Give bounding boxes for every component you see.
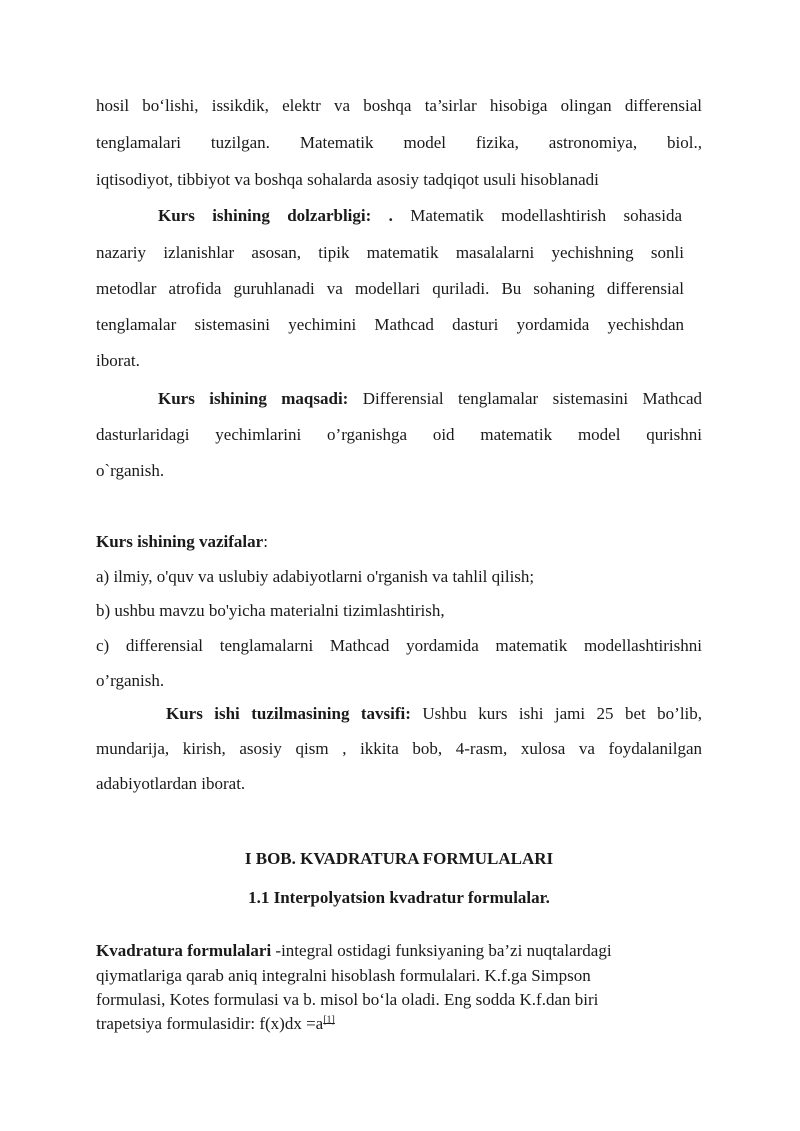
dolzarbligi-line-3: metodlar atrofida guruhlanadi va modellari quriladi. Bu sohaning differensial	[96, 279, 684, 298]
tavsifi-first-line	[166, 704, 702, 724]
dolzarbligi-line-1: Matematik modellashtirish sohasida	[410, 206, 683, 225]
vazifalar-colon: :	[263, 532, 268, 551]
kvadratura-line-1	[96, 941, 702, 961]
kvadratura-text-1: -integral ostidagi funksiyaning ba’zi nuqtalardagi	[275, 941, 612, 960]
dolzarbligi-first-line	[158, 206, 682, 226]
vazifalar-heading: Kurs ishining vazifalar	[96, 532, 264, 551]
kvadratura-text-4: trapetsiya formulasidir: f(x)dx =a	[96, 1014, 324, 1033]
section-title: 1.1 Interpolyatsion kvadratur formulalar.	[248, 888, 550, 907]
vazifalar-item-b: b) ushbu mavzu bo'yicha materialni tizimlashtirish,	[96, 601, 445, 620]
kvadratura-term: Kvadratura formulalari	[96, 941, 272, 960]
dolzarbligi-line-5: iborat.	[96, 351, 140, 370]
dolzarbligi-line-4: tenglamalar sistemasini yechimini Mathcad dasturi yordamida yechishdan	[96, 315, 684, 334]
kvadratura-line-2: qiymatlariga qarab aniq integralni hisoblash formulalari. K.f.ga Simpson	[96, 966, 591, 985]
maqsadi-line-2: dasturlaridagi yechimlarini o’rganishga oid matematik model qurishni	[96, 425, 702, 444]
vazifalar-item-a: a) ilmiy, o'quv va uslubiy adabiyotlarni o'rganish va tahlil qilish;	[96, 567, 535, 586]
vazifalar-item-c-line-2: o’rganish.	[96, 671, 165, 690]
maqsadi-heading: Kurs ishining maqsadi:	[158, 389, 349, 408]
tavsifi-heading: Kurs ishi tuzilmasining tavsifi:	[166, 704, 411, 723]
tavsifi-line-2: mundarija, kirish, asosiy qism , ikkita bob, 4-rasm, xulosa va foydalanilgan	[96, 739, 702, 758]
intro-line-3: iqtisodiyot, tibbiyot va boshqa sohalarda asosiy tadqiqot usuli hisoblanadi	[96, 170, 599, 189]
footnote-ref[interactable]: [1]	[323, 1014, 335, 1026]
tavsifi-line-3: adabiyotlardan iborat.	[96, 774, 246, 793]
intro-line-1: hosil bo‘lishi, issikdik, elektr va boshqa ta’sirlar hisobiga olingan differensial	[96, 96, 702, 115]
chapter-title: I BOB. KVADRATURA FORMULALARI	[244, 849, 554, 868]
vazifalar-heading-line	[96, 532, 702, 552]
dolzarbligi-heading: Kurs ishining dolzarbligi: .	[158, 206, 393, 225]
maqsadi-first-line	[158, 389, 702, 409]
tavsifi-line-1: Ushbu kurs ishi jami 25 bet bo’lib,	[422, 704, 703, 723]
kvadratura-line-3: formulasi, Kotes formulasi va b. misol bo‘la oladi. Eng sodda K.f.dan biri	[96, 990, 599, 1009]
vazifalar-item-c-line-1: c) differensial tenglamalarni Mathcad yordamida matematik modellashtirishni	[96, 636, 702, 655]
kvadratura-line-4	[96, 1014, 702, 1034]
maqsadi-line-1: Differensial tenglamalar sistemasini Mathcad	[362, 389, 703, 408]
dolzarbligi-line-2: nazariy izlanishlar asosan, tipik matematik masalalarni yechishning sonli	[96, 243, 684, 262]
maqsadi-line-3: o`rganish.	[96, 461, 165, 480]
intro-line-2: tenglamalari tuzilgan. Matematik model fizika, astronomiya, biol.,	[96, 133, 702, 152]
